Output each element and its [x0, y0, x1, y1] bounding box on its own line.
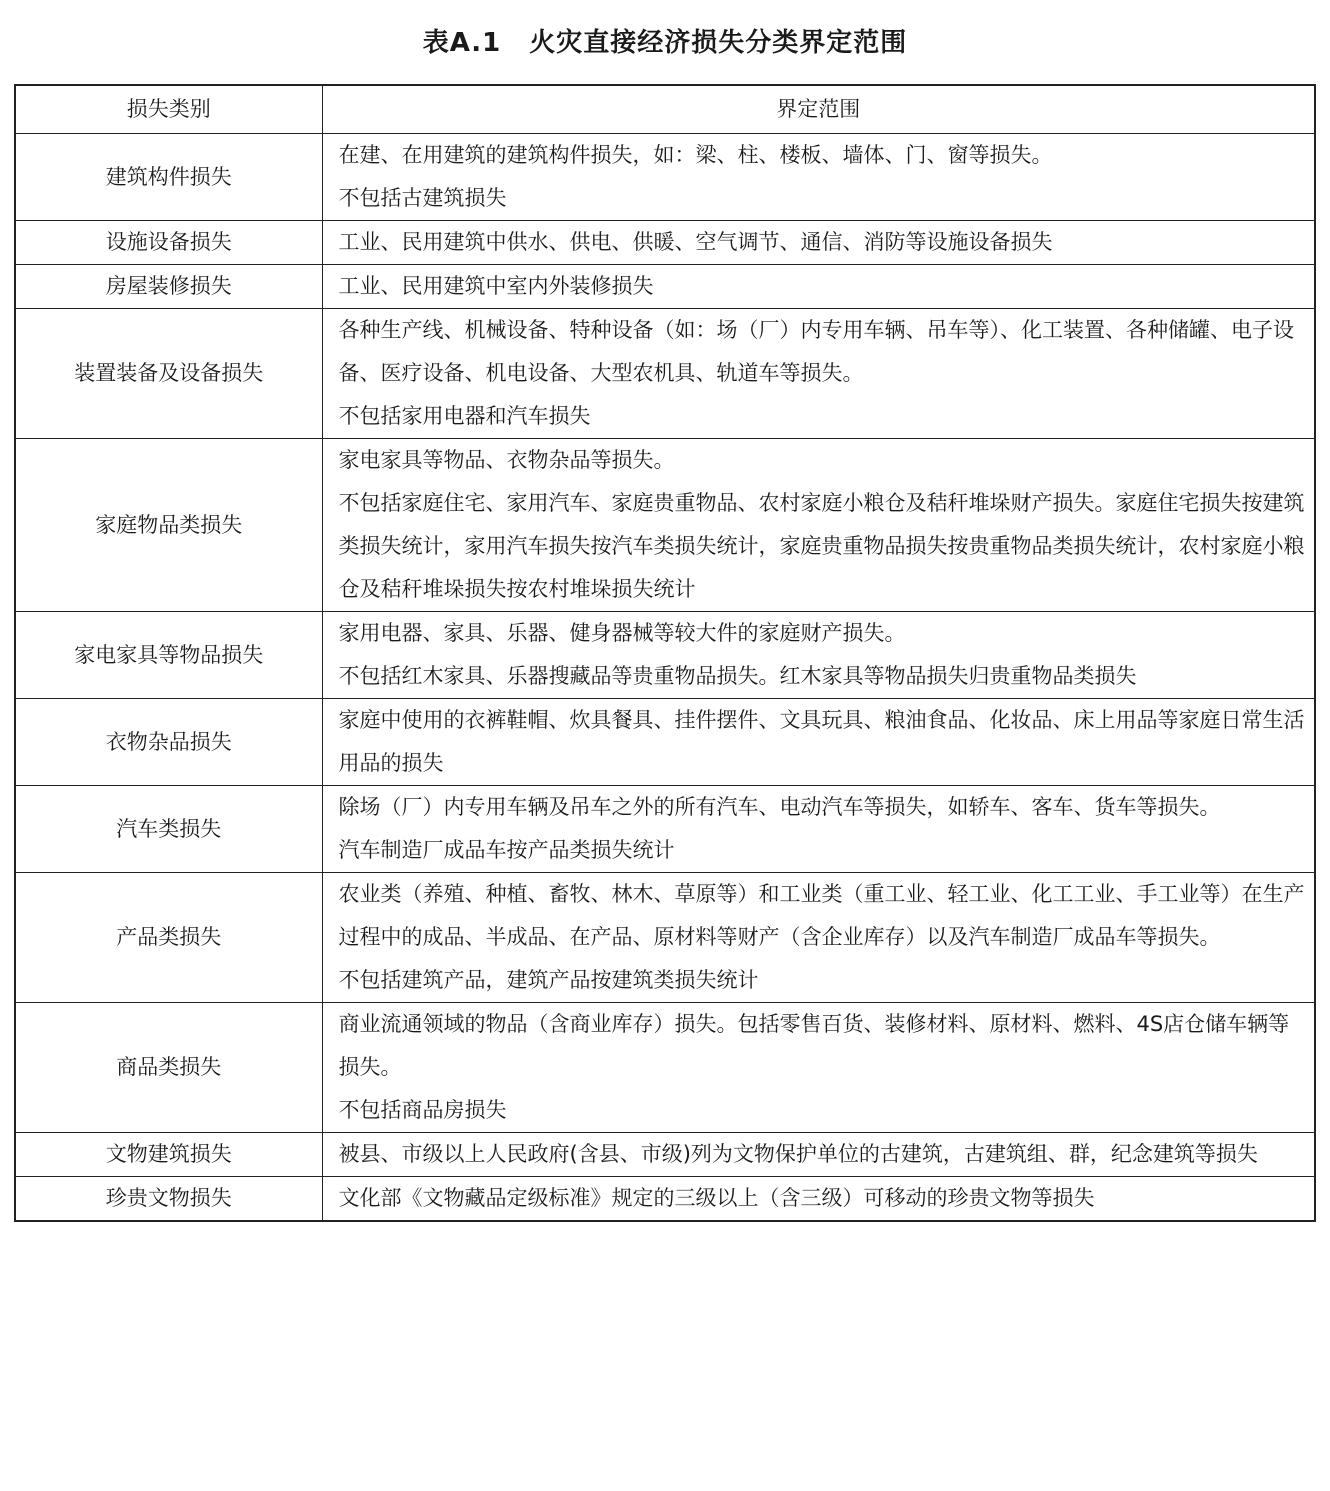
scope-cell: [322, 1133, 1315, 1177]
table-row: [15, 873, 1315, 1003]
table-row: [15, 1003, 1315, 1133]
scope-paragraph: 在建、在用建筑的建筑构件损失，如：梁、柱、楼板、墙体、门、窗等损失。: [338, 143, 1053, 167]
header-category: 损失类别: [15, 85, 322, 134]
table-row: [15, 221, 1315, 265]
scope-paragraph: 汽车制造厂成品车按产品类损失统计: [338, 838, 675, 862]
scope-paragraph: 不包括家庭住宅、家用汽车、家庭贵重物品、农村家庭小粮仓及秸秆堆垛财产损失。家庭住宅损失按建筑类损失统计，家用汽车损失按汽车类损失统计，家庭贵重物品损失按贵重物品类损失统计，农村家庭小粮仓及秸秆堆垛损失按农村堆垛损失统计: [338, 491, 1305, 601]
category-cell: 衣物杂品损失: [15, 699, 322, 786]
category-cell: 珍贵文物损失: [15, 1177, 322, 1222]
scope-paragraph: 家电家具等物品、衣物杂品等损失。: [338, 448, 675, 472]
category-cell: 装置装备及设备损失: [15, 309, 322, 439]
table-row: [15, 612, 1315, 699]
header-scope: 界定范围: [322, 85, 1315, 134]
scope-cell: [322, 265, 1315, 309]
scope-cell: [322, 221, 1315, 265]
category-cell: 房屋装修损失: [15, 265, 322, 309]
scope-paragraph: 不包括古建筑损失: [338, 186, 507, 210]
table-row: [15, 1177, 1315, 1222]
scope-cell: [322, 786, 1315, 873]
scope-paragraph: 各种生产线、机械设备、特种设备（如：场（厂）内专用车辆、吊车等）、化工装置、各种储罐、电子设备、医疗设备、机电设备、大型农机具、轨道车等损失。: [338, 318, 1294, 385]
category-cell: 商品类损失: [15, 1003, 322, 1133]
scope-paragraph: 除场（厂）内专用车辆及吊车之外的所有汽车、电动汽车等损失，如轿车、客车、货车等损失。: [338, 795, 1221, 819]
scope-paragraph: 不包括商品房损失: [338, 1098, 507, 1122]
scope-paragraph: 工业、民用建筑中室内外装修损失: [338, 274, 654, 298]
scope-paragraph: 文化部《文物藏品定级标准》规定的三级以上（含三级）可移动的珍贵文物等损失: [338, 1186, 1095, 1210]
table-title: [0, 22, 1330, 59]
scope-paragraph: 被县、市级以上人民政府(含县、市级)列为文物保护单位的古建筑，古建筑组、群，纪念建筑等损失: [338, 1142, 1258, 1166]
scope-cell: [322, 1177, 1315, 1222]
category-cell: 产品类损失: [15, 873, 322, 1003]
table-row: [15, 309, 1315, 439]
scope-paragraph: 不包括家用电器和汽车损失: [338, 404, 591, 428]
scope-cell: [322, 134, 1315, 221]
scope-cell: [322, 612, 1315, 699]
scope-paragraph: 家用电器、家具、乐器、健身器械等较大件的家庭财产损失。: [338, 621, 906, 645]
loss-classification-table: [14, 84, 1316, 1222]
table-row: [15, 265, 1315, 309]
category-cell: 建筑构件损失: [15, 134, 322, 221]
scope-paragraph: 不包括建筑产品，建筑产品按建筑类损失统计: [338, 968, 759, 992]
scope-paragraph: 不包括红木家具、乐器搜藏品等贵重物品损失。红木家具等物品损失归贵重物品类损失: [338, 664, 1137, 688]
table-row: [15, 439, 1315, 612]
table-row: [15, 786, 1315, 873]
header-row: [15, 85, 1315, 134]
table-row: [15, 1133, 1315, 1177]
scope-paragraph: 工业、民用建筑中供水、供电、供暖、空气调节、通信、消防等设施设备损失: [338, 230, 1053, 254]
table-row: [15, 699, 1315, 786]
category-cell: 汽车类损失: [15, 786, 322, 873]
table-number: 表A.1: [422, 28, 502, 58]
scope-cell: [322, 309, 1315, 439]
category-cell: 文物建筑损失: [15, 1133, 322, 1177]
table-row: [15, 134, 1315, 221]
scope-cell: [322, 1003, 1315, 1133]
table-caption: 火灾直接经济损失分类界定范围: [529, 28, 908, 58]
scope-paragraph: 家庭中使用的衣裤鞋帽、炊具餐具、挂件摆件、文具玩具、粮油食品、化妆品、床上用品等家庭日常生活用品的损失: [338, 708, 1305, 775]
scope-cell: [322, 873, 1315, 1003]
scope-cell: [322, 699, 1315, 786]
category-cell: 家庭物品类损失: [15, 439, 322, 612]
scope-paragraph: 商业流通领域的物品（含商业库存）损失。包括零售百货、装修材料、原材料、燃料、4S店仓储车辆等损失。: [338, 1012, 1290, 1079]
scope-cell: [322, 439, 1315, 612]
category-cell: 家电家具等物品损失: [15, 612, 322, 699]
scope-paragraph: 农业类（养殖、种植、畜牧、林木、草原等）和工业类（重工业、轻工业、化工工业、手工业等）在生产过程中的成品、半成品、在产品、原材料等财产（含企业库存）以及汽车制造厂成品车等损失。: [338, 882, 1305, 949]
category-cell: 设施设备损失: [15, 221, 322, 265]
